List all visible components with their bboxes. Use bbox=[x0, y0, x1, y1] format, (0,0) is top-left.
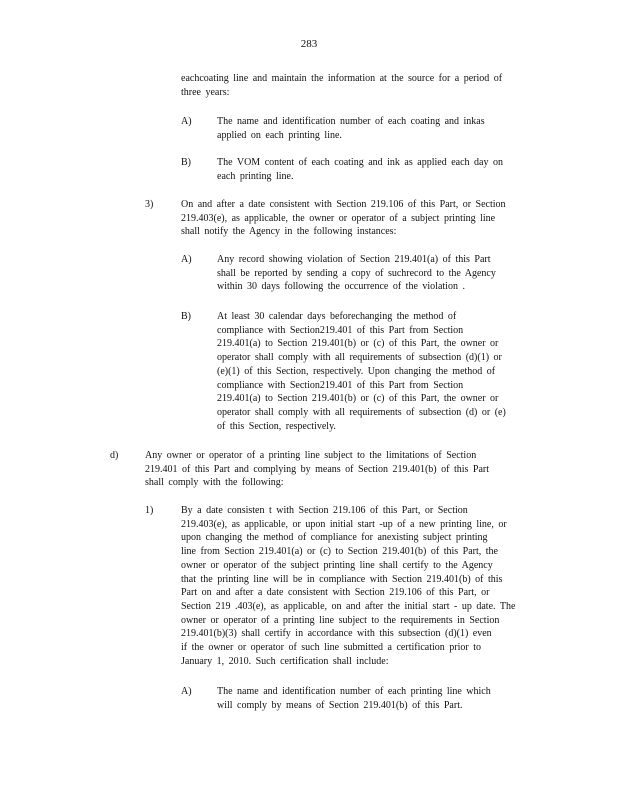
item-text bbox=[217, 156, 537, 183]
item-label: A) bbox=[181, 116, 192, 127]
text-line: compliance with Section219.401 of this Part from Section bbox=[217, 324, 464, 336]
item-label: 1) bbox=[145, 505, 154, 516]
text-line: Section 219 .403(e), as applicable, on and after the initial start - up date. The bbox=[181, 600, 516, 612]
text-line: The VOM content of each coating and ink as applied each day on bbox=[217, 157, 503, 168]
text-line: shall notify the Agency in the following instances: bbox=[181, 226, 397, 238]
item-label: d) bbox=[110, 450, 119, 461]
text-line: three years: bbox=[181, 86, 230, 98]
text-line: applied on each printing line. bbox=[217, 129, 342, 141]
text-line: line from Section 219.401(a) or (c) to Section 219.401(b) of this Part, the bbox=[181, 546, 498, 558]
text-line: shall comply with the following: bbox=[145, 477, 284, 489]
item-text bbox=[217, 310, 547, 433]
text-line: 219.403(e), as applicable, or upon initial start -up of a new printing line, or bbox=[181, 518, 507, 530]
text-line: (e)(1) of this Section, respectively. Upon changing the method of bbox=[217, 365, 496, 377]
text-line: upon changing the method of compliance for anexisting subject printing bbox=[181, 532, 488, 544]
text-line: The name and identification number of each coating and inkas bbox=[217, 116, 485, 127]
item-text bbox=[217, 685, 537, 712]
item-text bbox=[145, 449, 545, 490]
text-line: 219.403(e), as applicable, the owner or operator of a subject printing line bbox=[181, 212, 496, 224]
text-line: owner or operator of the subject printing line shall certify to the Agency bbox=[181, 559, 493, 571]
text-line: compliance with Section219.401 of this Part from Section bbox=[217, 379, 464, 391]
text-line: will comply by means of Section 219.401(b) of this Part. bbox=[217, 699, 463, 711]
text-line: 219.401(b)(3) shall certify in accordance with this subsection (d)(1) even bbox=[181, 628, 492, 640]
text-line: Any owner or operator of a printing line subject to the limitations of Section bbox=[145, 450, 477, 461]
text-line: if the owner or operator of such line submitted a certification prior to bbox=[181, 642, 482, 654]
text-line: Any record showing violation of Section 219.401(a) of this Part bbox=[217, 254, 491, 265]
text-line: The name and identification number of each printing line which bbox=[217, 686, 491, 697]
item-label: 3) bbox=[145, 199, 154, 210]
text-line: shall be reported by sending a copy of suchrecord to the Agency bbox=[217, 267, 496, 279]
item-text bbox=[217, 115, 537, 142]
text-line: By a date consisten t with Section 219.106 of this Part, or Section bbox=[181, 505, 468, 516]
text-line: 219.401 of this Part and complying by means of Section 219.401(b) of this Part bbox=[145, 463, 490, 475]
text-line: On and after a date consistent with Section 219.106 of this Part, or Section bbox=[181, 199, 506, 210]
item-text bbox=[181, 198, 541, 239]
text-line: eachcoating line and maintain the information at the source for a period of bbox=[181, 73, 503, 84]
intro-paragraph bbox=[181, 72, 549, 99]
text-line: of this Section, respectively. bbox=[217, 420, 336, 432]
text-line: owner or operator of a printing line subject to the requirements in Section bbox=[181, 614, 500, 626]
item-label: A) bbox=[181, 254, 192, 265]
text-line: At least 30 calendar days beforechanging the method of bbox=[217, 311, 457, 322]
text-line: operator shall comply with all requirements of subsection (d)(1) or bbox=[217, 352, 502, 364]
item-label: A) bbox=[181, 686, 192, 697]
text-line: that the printing line will be in compliance with Section 219.401(b) of this bbox=[181, 573, 503, 585]
text-line: within 30 days following the occurrence of the violation . bbox=[217, 281, 465, 293]
text-line: each printing line. bbox=[217, 170, 294, 182]
text-line: operator shall comply with all requirements of subsection (d) or (e) bbox=[217, 406, 506, 418]
page-number: 283 bbox=[300, 38, 318, 50]
text-line: 219.401(a) to Section 219.401(b) or (c) of this Part, the owner or bbox=[217, 393, 499, 405]
text-line: 219.401(a) to Section 219.401(b) or (c) of this Part, the owner or bbox=[217, 338, 499, 350]
item-text bbox=[217, 253, 537, 294]
text-line: January 1, 2010. Such certification shall include: bbox=[181, 655, 389, 667]
text-line: Part on and after a date consistent with Section 219.106 of this Part, or bbox=[181, 587, 490, 599]
item-label: B) bbox=[181, 311, 191, 322]
item-label: B) bbox=[181, 157, 191, 168]
item-text bbox=[181, 504, 546, 668]
